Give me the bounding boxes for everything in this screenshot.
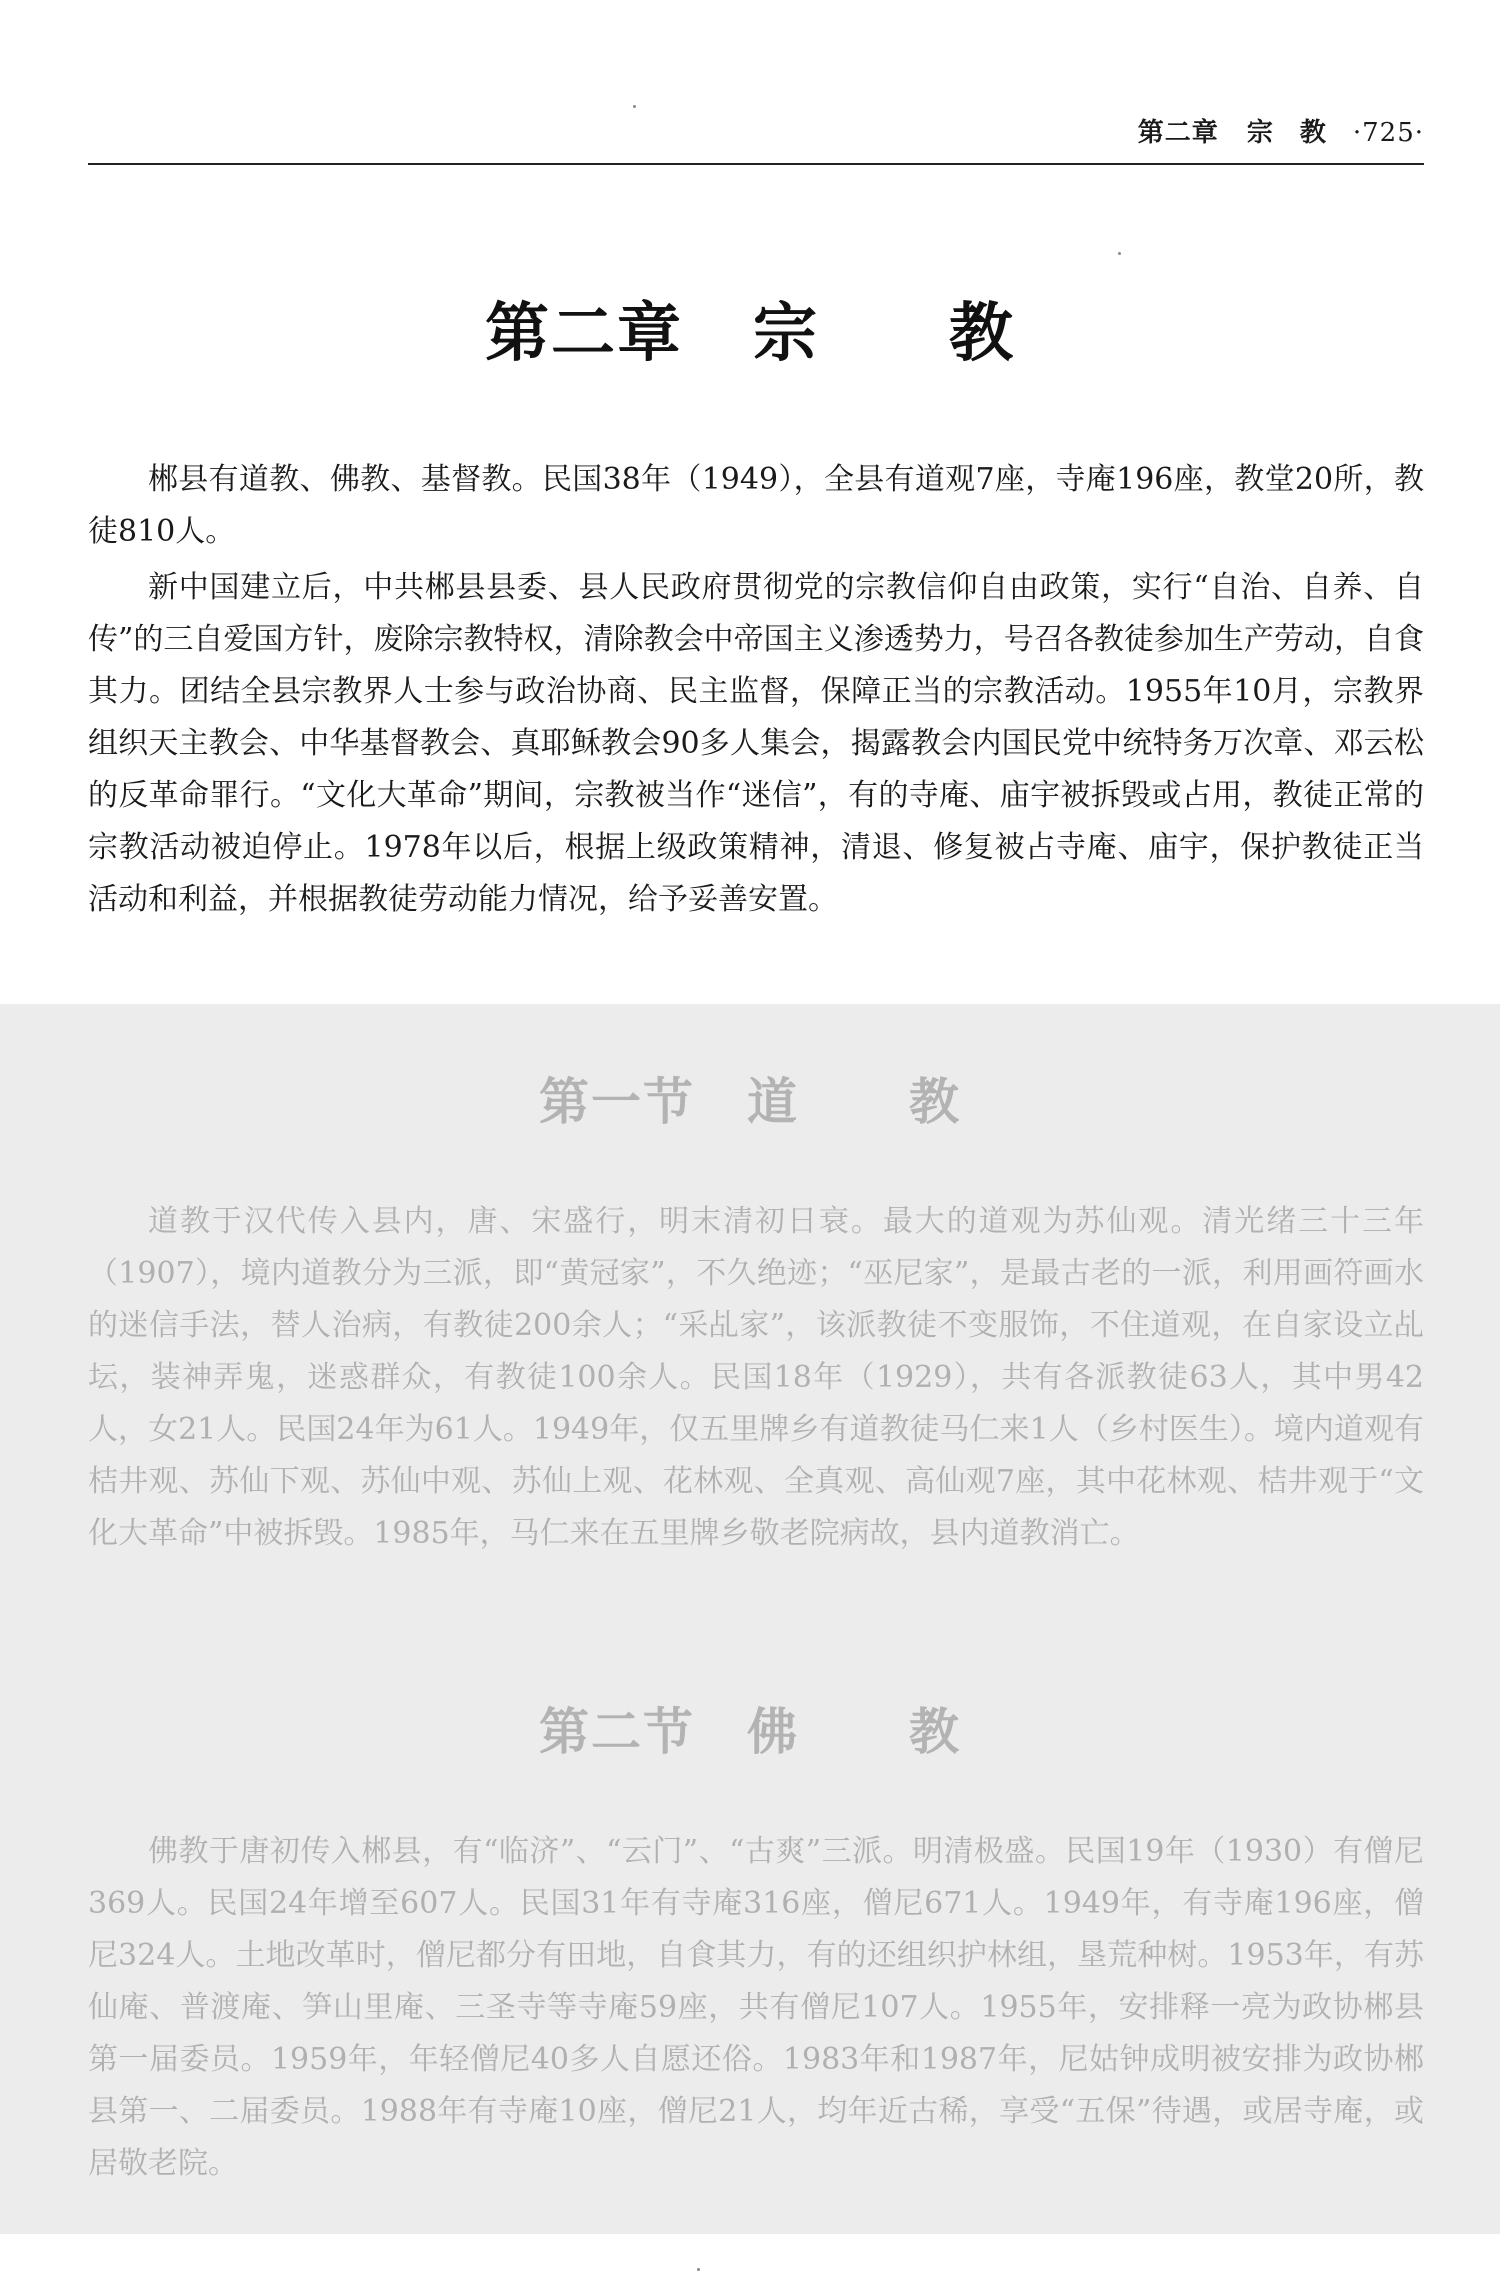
intro-paragraph-2: 新中国建立后，中共郴县县委、县人民政府贯彻党的宗教信仰自由政策，实行“自治、自养、自传”的三自爱国方针，废除宗教特权，清除教会中帝国主义渗透势力，号召各教徒参加生产劳动，自食其力。团结全县宗教界人士参与政治协商、民主监督，保障正当的宗教活动。1955年10月，宗教界组织天主教会、中华基督教会、真耶稣教会90多人集会，揭露教会内国民党中统特务万次章、邓云松的反革命罪行。“文化大革命”期间，宗教被当作“迷信”，有的寺庵、庙宇被拆毁或占用，教徒正常的宗教活动被迫停止。1978年以后，根据上级政策精神，清退、修复被占寺庵、庙宇，保护教徒正当活动和利益，并根据教徒劳动能力情况，给予妥善安置。 xyxy=(88,570,1424,917)
scan-speck xyxy=(1118,252,1121,255)
section-2-paragraph: 佛教于唐初传入郴县，有“临济”、“云门”、“古爽”三派。明清极盛。民国19年（1930）有僧尼369人。民国24年增至607人。民国31年有寺庵316座，僧尼671人。1949年，有寺庵196座，僧尼324人。土地改革时，僧尼都分有田地，自食其力，有的还组织护林组，垦荒种树。1953年，有苏仙庵、普渡庵、笋山里庵、三圣寺等寺庵59座，共有僧尼107人。1955年，安排释一亮为政协郴县第一届委员。1959年，年轻僧尼40多人自愿还俗。1983年和1987年，尼姑钟成明被安排为政协郴县第一、二届委员。1988年有寺庵10座，僧尼21人，均年近古稀，享受“五保”待遇，或居寺庵，或居敬老院。 xyxy=(88,1834,1424,2181)
section-1-number: 第一节 xyxy=(539,1073,695,1131)
header-rule xyxy=(88,163,1424,165)
section-1-word-2: 教 xyxy=(909,1073,961,1131)
scan-speck xyxy=(633,105,636,108)
section-1-text xyxy=(88,1196,1424,1560)
chapter-title-number: 第二章 xyxy=(485,296,683,371)
section-2-word-2: 教 xyxy=(909,1703,961,1761)
scan-speck xyxy=(697,2268,700,2271)
chapter-title xyxy=(0,282,1500,374)
section-1-paragraph: 道教于汉代传入县内，唐、宋盛行，明末清初日衰。最大的道观为苏仙观。清光绪三十三年（1907），境内道教分为三派，即“黄冠家”，不久绝迹；“巫尼家”，是最古老的一派，利用画符画水的迷信手法，替人治病，有教徒200余人；“采乩家”，该派教徒不变服饰，不住道观，在自家设立乩坛，装神弄鬼，迷惑群众，有教徒100余人。民国18年（1929），共有各派教徒63人，其中男42人，女21人。民国24年为61人。1949年，仅五里牌乡有道教徒马仁来1人（乡村医生）。境内道观有桔井观、苏仙下观、苏仙中观、苏仙上观、花林观、全真观、高仙观7座，其中花林观、桔井观于“文化大革命”中被拆毁。1985年，马仁来在五里牌乡敬老院病故，县内道教消亡。 xyxy=(88,1204,1424,1551)
section-1-word-1: 道 xyxy=(747,1073,799,1131)
header-word-1: 宗 xyxy=(1246,118,1274,148)
section-2-title xyxy=(0,1692,1500,1764)
running-header xyxy=(88,112,1424,156)
header-word-2: 教 xyxy=(1299,118,1327,148)
section-2-word-1: 佛 xyxy=(747,1703,799,1761)
intro-paragraph-1: 郴县有道教、佛教、基督教。民国38年（1949），全县有道观7座，寺庵196座，教堂20所，教徒810人。 xyxy=(88,462,1424,549)
chapter-title-word-1: 宗 xyxy=(753,296,819,371)
header-chapter: 第二章 xyxy=(1137,118,1219,148)
chapter-title-word-2: 教 xyxy=(949,296,1015,371)
intro-text xyxy=(88,454,1424,926)
section-2-text xyxy=(88,1826,1424,2190)
page-number: ·725· xyxy=(1352,118,1424,148)
section-2-number: 第二节 xyxy=(539,1703,695,1761)
section-1-title xyxy=(0,1062,1500,1134)
